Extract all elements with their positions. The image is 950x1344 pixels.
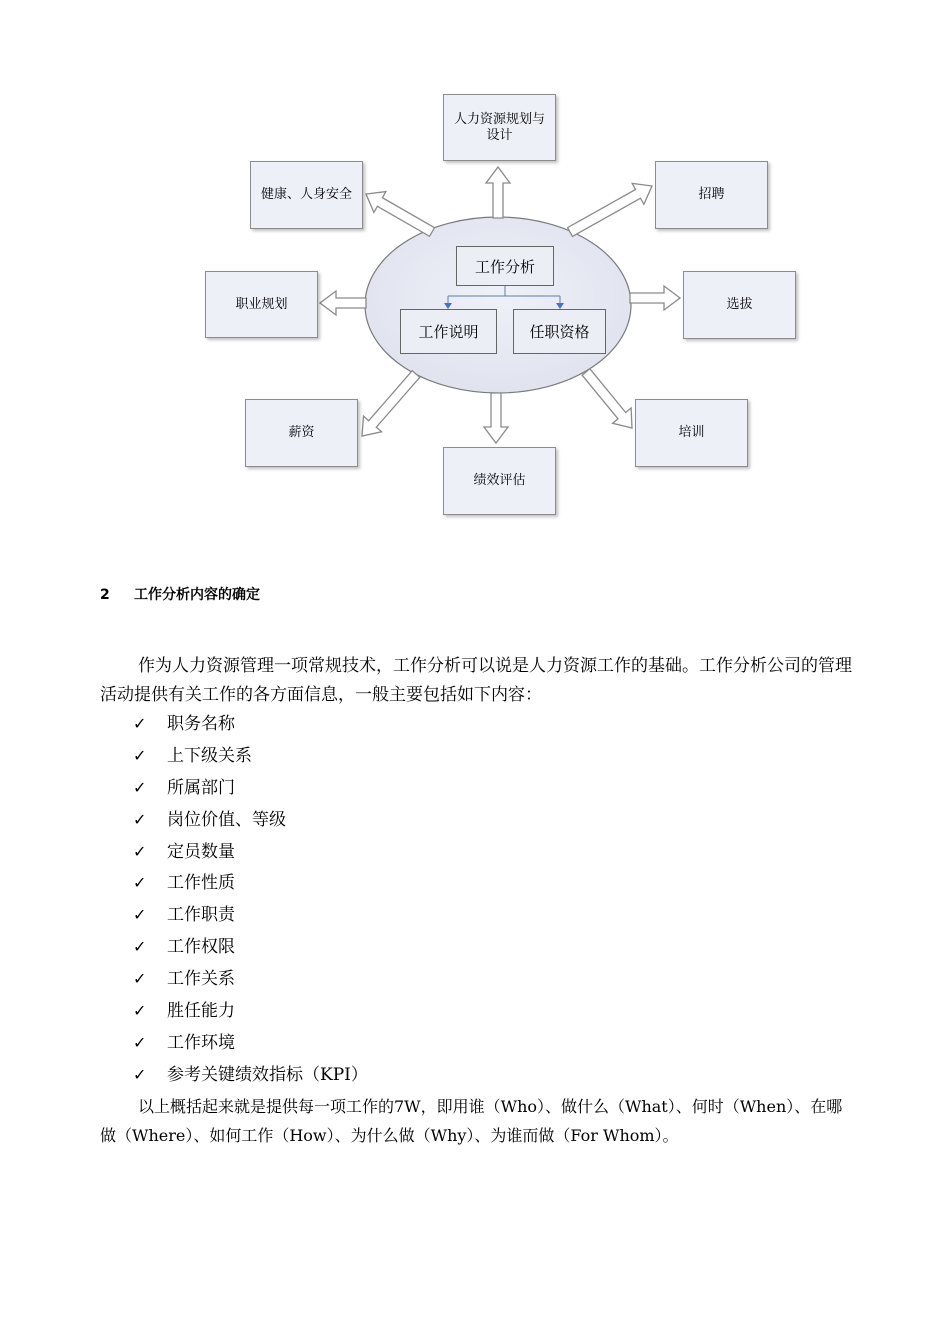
list-item — [133, 963, 368, 995]
box-training: 培训 — [635, 399, 748, 467]
checkmark-icon: ✓ — [133, 937, 147, 957]
section-number: 2 — [100, 587, 110, 603]
checkmark-icon: ✓ — [133, 873, 147, 893]
arrow-right-icon — [630, 286, 680, 310]
box-hr-planning: 人力资源规划与设计 — [443, 94, 556, 161]
section-heading — [100, 584, 260, 604]
box-selection: 选拔 — [683, 271, 796, 339]
checkmark-icon: ✓ — [133, 745, 147, 765]
arrow-top-left-icon — [366, 192, 435, 237]
list-item — [133, 867, 368, 899]
checkmark-icon: ✓ — [133, 714, 147, 733]
checkmark-icon: ✓ — [133, 777, 147, 797]
list-item — [133, 899, 368, 931]
checkmark-icon: ✓ — [133, 1064, 147, 1084]
checkmark-icon: ✓ — [133, 841, 147, 861]
checkmark-icon: ✓ — [133, 969, 147, 989]
list-item-label: 定员数量 — [167, 841, 235, 862]
checkmark-icon: ✓ — [133, 1032, 147, 1052]
checkmark-icon: ✓ — [133, 905, 147, 925]
summary-paragraph: 以上概括起来就是提供每一项工作的7W，即用谁（Who）、做什么（What）、何时（When）、在哪做（Where）、如何工作（How）、为什么做（Why）、为谁而做（For Whom）。 — [100, 1097, 843, 1145]
list-item-label: 工作关系 — [167, 969, 235, 990]
list-item-label: 所属部门 — [167, 777, 235, 798]
list-item-label: 上下级关系 — [167, 745, 252, 766]
list-item — [133, 804, 368, 836]
arrow-bottom-left-icon — [362, 371, 420, 436]
box-job-qualification: 任职资格 — [513, 309, 606, 354]
list-item — [133, 931, 368, 963]
center-ellipse — [365, 217, 631, 393]
arrow-top-icon — [486, 167, 510, 218]
list-item-label: 工作环境 — [167, 1032, 235, 1053]
list-item — [133, 995, 368, 1027]
content-list — [133, 708, 368, 1091]
list-item-label: 工作职责 — [167, 905, 235, 926]
list-item-label: 工作权限 — [167, 937, 235, 958]
arrow-left-icon — [320, 291, 366, 315]
list-item — [133, 1059, 368, 1091]
box-career-planning: 职业规划 — [205, 271, 318, 338]
checkmark-icon: ✓ — [133, 1001, 147, 1021]
list-item — [133, 772, 368, 804]
list-item-label: 职务名称 — [167, 714, 235, 734]
checkmark-icon: ✓ — [133, 809, 147, 829]
list-item — [133, 708, 368, 740]
box-job-analysis: 工作分析 — [456, 246, 554, 286]
arrow-bottom-icon — [484, 393, 508, 443]
box-recruitment: 招聘 — [655, 161, 768, 229]
list-item — [133, 1027, 368, 1059]
list-item — [133, 836, 368, 868]
list-item-label: 胜任能力 — [167, 1001, 235, 1022]
arrow-bottom-right-icon — [582, 369, 632, 428]
box-compensation: 薪资 — [245, 399, 358, 467]
list-item-label: 工作性质 — [167, 873, 235, 894]
list-item-label: 岗位价值、等级 — [167, 809, 286, 830]
list-item — [133, 740, 368, 772]
arrow-top-right-icon — [568, 183, 652, 236]
list-item-label: 参考关键绩效指标（KPI） — [167, 1064, 368, 1085]
box-job-description: 工作说明 — [400, 309, 497, 354]
section-title: 工作分析内容的确定 — [134, 587, 260, 603]
box-performance: 绩效评估 — [443, 447, 556, 515]
intro-paragraph: 作为人力资源管理一项常规技术，工作分析可以说是人力资源工作的基础。工作分析公司的管理活动提供有关工作的各方面信息，一般主要包括如下内容： — [100, 656, 852, 705]
box-health-safety: 健康、人身安全 — [250, 161, 363, 229]
